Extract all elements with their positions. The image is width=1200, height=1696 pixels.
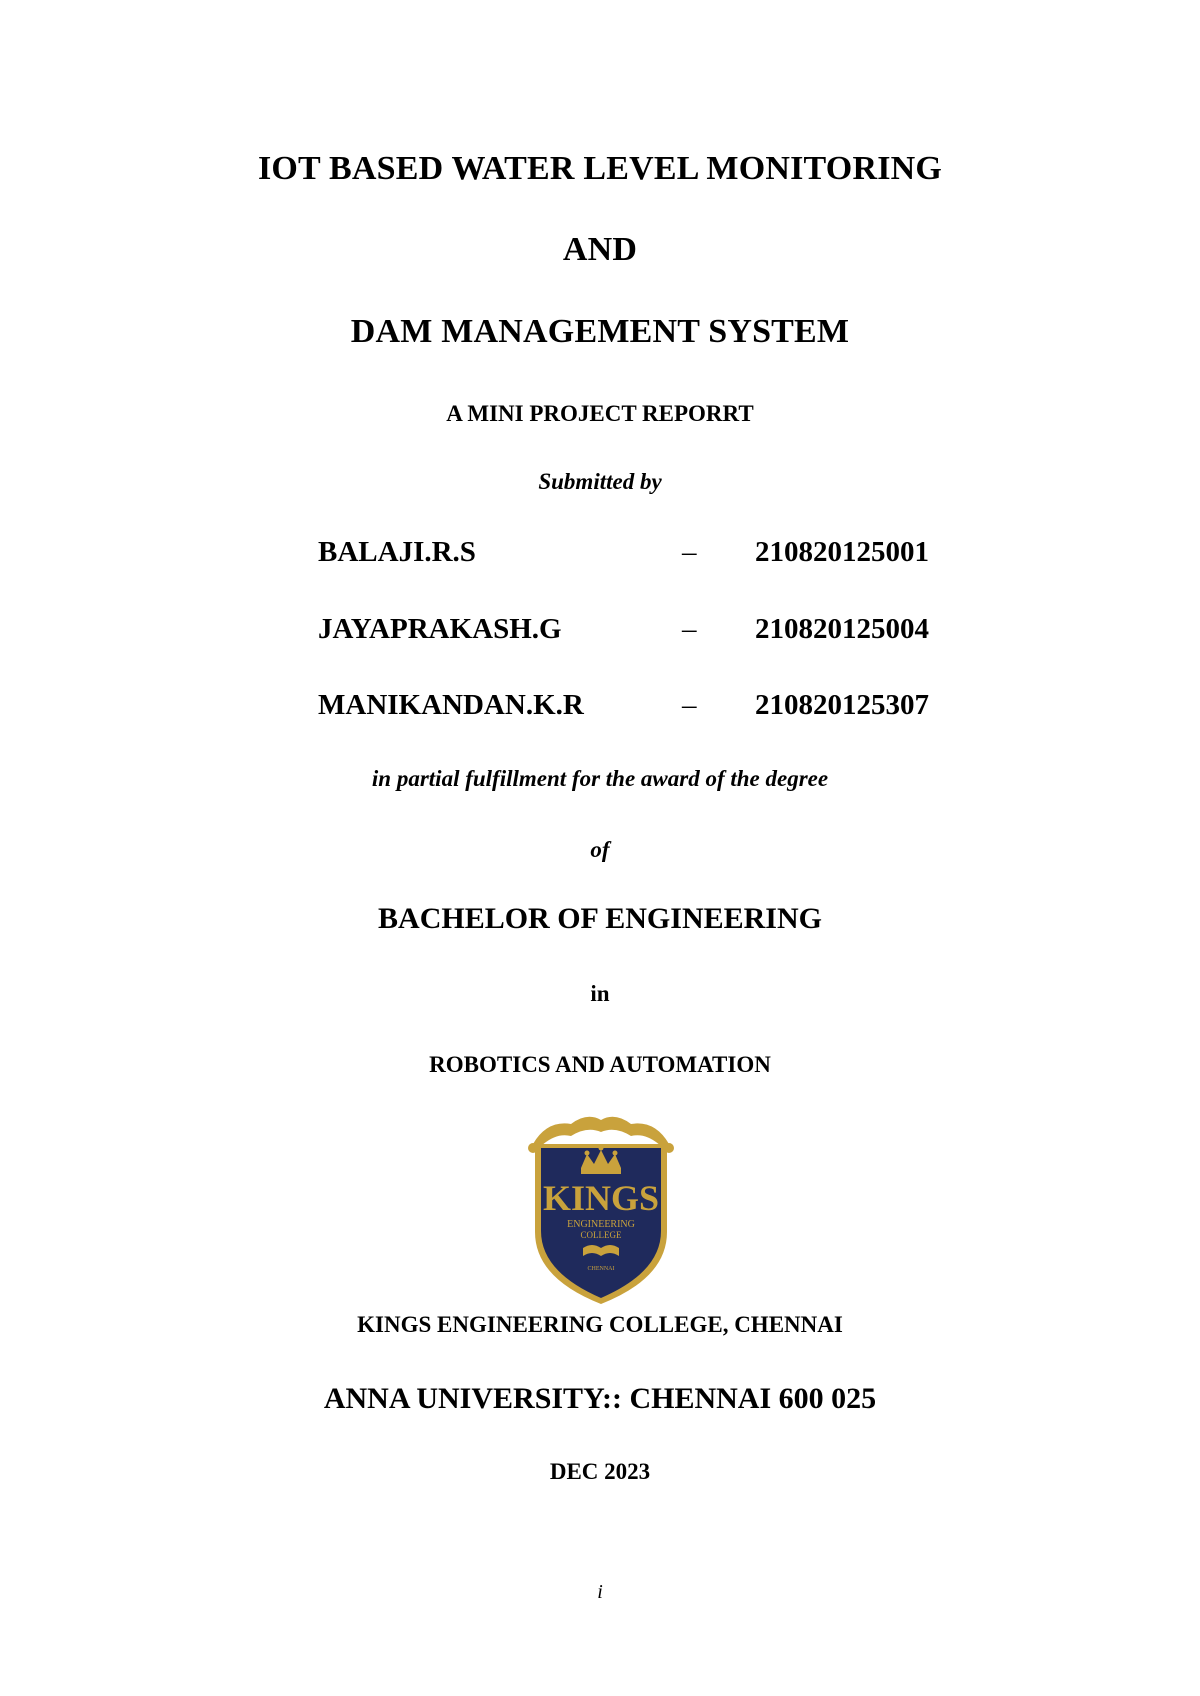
student-register-no: 210820125307 [755, 689, 929, 721]
title-line-2: AND [562, 231, 638, 268]
fulfilment-text: in partial fulfillment for the award of the degree [371, 766, 829, 791]
college-crest-logo [527, 1110, 675, 1306]
student-row [0, 615, 1200, 647]
student-separator: – [682, 689, 697, 721]
submission-date: DEC 2023 [549, 1459, 651, 1484]
report-type: A MINI PROJECT REPORRT [446, 401, 754, 426]
student-row [0, 538, 1200, 570]
page-number: i [597, 1581, 603, 1603]
student-name: BALAJI.R.S [318, 536, 476, 568]
logo-main-text: KINGS [542, 1178, 660, 1218]
student-name: MANIKANDAN.K.R [318, 689, 584, 721]
submitted-by: Submitted by [538, 469, 662, 494]
branch: ROBOTICS AND AUTOMATION [429, 1052, 771, 1077]
student-row [0, 691, 1200, 723]
title-line-3: DAM MANAGEMENT SYSTEM [350, 313, 850, 350]
student-register-no: 210820125004 [755, 613, 929, 645]
student-separator: – [682, 536, 697, 568]
student-separator: – [682, 613, 697, 645]
student-register-no: 210820125001 [755, 536, 929, 568]
title-line-1: IOT BASED WATER LEVEL MONITORING [257, 150, 943, 187]
university-name: ANNA UNIVERSITY:: CHENNAI 600 025 [323, 1382, 877, 1415]
student-name: JAYAPRAKASH.G [318, 613, 562, 645]
college-name: KINGS ENGINEERING COLLEGE, CHENNAI [357, 1312, 843, 1337]
logo-sub-text-2: COLLEGE [580, 1230, 622, 1240]
logo-city-text: CHENNAI [587, 1266, 615, 1272]
logo-sub-text-1: ENGINEERING [567, 1219, 635, 1230]
degree: BACHELOR OF ENGINEERING [378, 902, 822, 935]
in-text: in [590, 981, 610, 1006]
of-text: of [590, 837, 610, 862]
